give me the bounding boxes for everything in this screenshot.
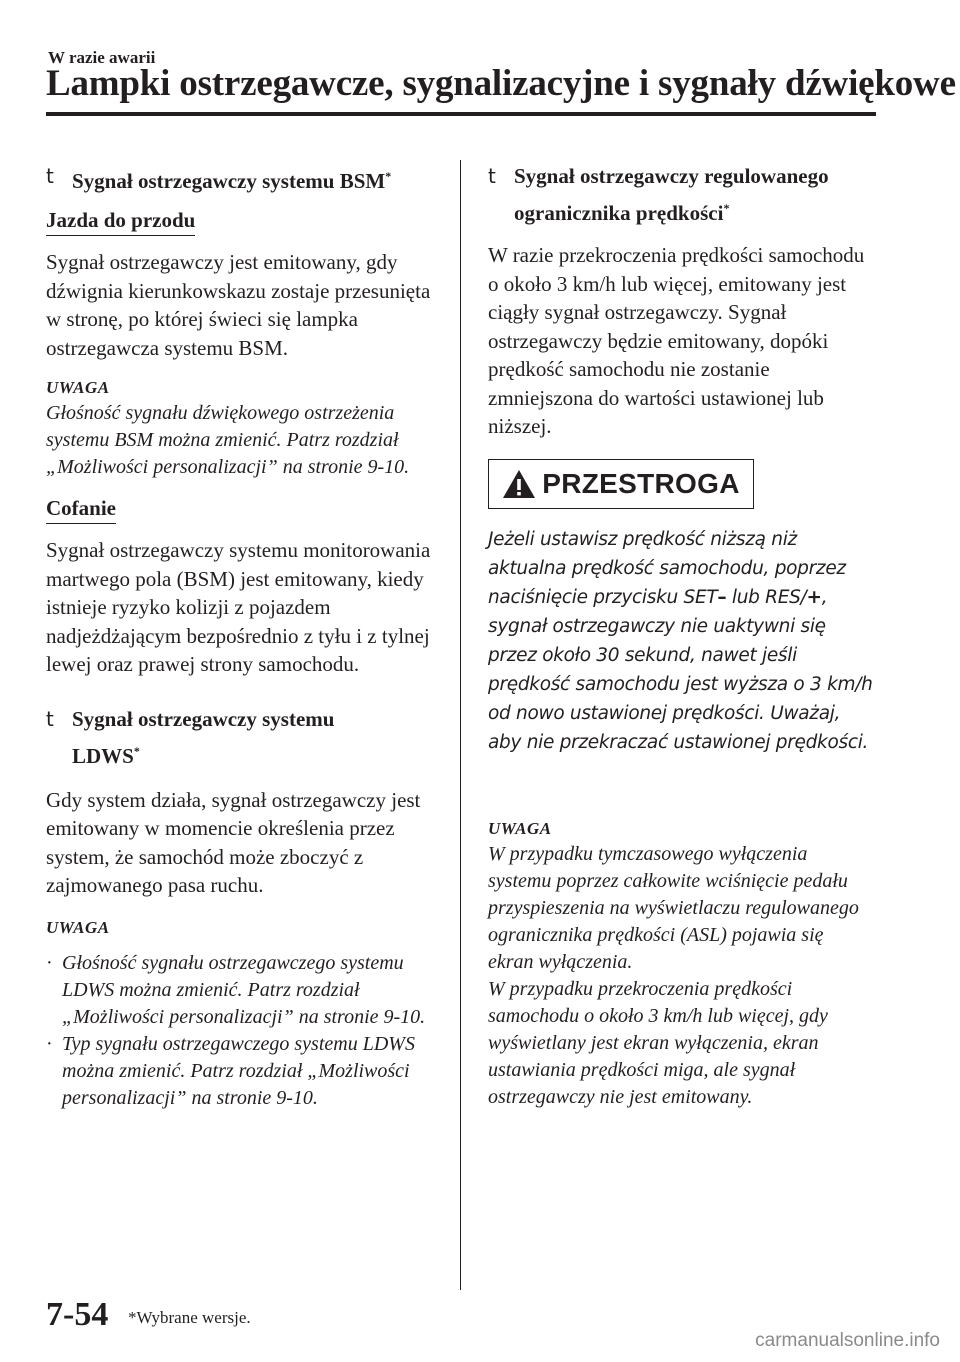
ldws-heading-line1: Sygnał ostrzegawczy systemu (72, 706, 335, 731)
asl-heading (488, 160, 888, 229)
bsm-heading (46, 160, 438, 197)
asl-note-1: W przypadku tymczasowego wyłączenia systemu poprzez całkowite wciśnięcie pedału przyspieszenia na wyświetlaczu regulowanego ogranicznika prędkości (ASL) pojawia się ekran wyłączenia. (488, 842, 859, 973)
list-item (46, 950, 438, 1031)
watermark: carmanualsonline.info (755, 1330, 940, 1351)
caution-title: PRZESTROGA (542, 467, 740, 499)
asl-text: W razie przekroczenia prędkości samochodu o około 3 km/h lub więcej, emitowany jest ciągły sygnał ostrzegawczy. Sygnał ostrzegawczy będzie emitowany, dopóki prędkość samochodu nie zostanie zmniejszona do wartości ustawionej lub niższej. (488, 243, 865, 438)
note-label: UWAGA (488, 818, 552, 838)
asterisk: * (385, 169, 392, 183)
asterisk: * (133, 743, 140, 758)
note-label: UWAGA (46, 378, 110, 397)
page-title: Lampki ostrzegawcze, sygnalizacyjne i sygnały dźwiękowe (46, 63, 956, 104)
title-rule (46, 112, 876, 116)
left-column (46, 160, 438, 1112)
bullet-icon: · (46, 1032, 53, 1055)
forward-subheading: Jazda do przodu (46, 207, 195, 236)
ldws-note-list (46, 950, 438, 1112)
section-marker-icon: t (46, 164, 54, 188)
list-item-text: Głośność sygnału ostrzegawczego systemu LDWS można zmienić. Patrz rozdział „Możliwości personalizacji” na stronie 9-10. (62, 951, 426, 1028)
caution-text-part: Jeżeli ustawisz prędkość niższą niż aktualna prędkość samochodu, poprzez naciśnięcie przycisku SET (488, 528, 846, 608)
warning-triangle-icon (502, 469, 536, 499)
caution-text (488, 525, 878, 757)
section-marker-icon: t (46, 706, 54, 731)
right-column (488, 160, 888, 1111)
bsm-heading-text: Sygnał ostrzegawczy systemu BSM (72, 169, 386, 193)
caution-text-part: , sygnał ostrzegawczy nie uaktywni się przez około 30 sekund, nawet jeśli prędkość samochodu jest wyższa o 3 km/h od nowo ustawionej prędkości. Uważaj, aby nie przekraczać ustawionej prędkości. (488, 586, 873, 753)
caution-box (488, 459, 754, 509)
note-label: UWAGA (46, 917, 110, 937)
section-marker-icon: t (488, 164, 496, 188)
caution-text-part: lub RES/ (726, 586, 807, 608)
minus-symbol: – (717, 586, 727, 608)
plus-symbol: + (806, 586, 822, 608)
reverse-subheading: Cofanie (46, 495, 116, 524)
asl-heading-line1: Sygnał ostrzegawczy regulowanego (514, 164, 829, 188)
page-number: 7-54 (46, 1296, 109, 1333)
list-item-text: Typ sygnału ostrzegawczego systemu LDWS można zmienić. Patrz rozdział „Możliwości personalizacji” na stronie 9-10. (62, 1032, 415, 1109)
ldws-text: Gdy system działa, sygnał ostrzegawczy jest emitowany w momencie określenia przez system, że samochód może zboczyć z zajmowanego pasa ruchu. (46, 787, 421, 897)
asl-heading-line2: ogranicznika prędkości (514, 201, 724, 225)
asterisk: * (723, 201, 730, 215)
bullet-icon: · (46, 951, 53, 974)
list-item (46, 1031, 438, 1112)
footnote: *Wybrane wersje. (128, 1308, 251, 1327)
reverse-text: Sygnał ostrzegawczy systemu monitorowania martwego pola (BSM) jest emitowany, kiedy istnieje ryzyko kolizji z pojazdem nadjeżdżającym bezpośrednio z tyłu i z tylnej lewej oraz prawej strony samochodu. (46, 538, 431, 676)
bsm-note: Głośność sygnału dźwiękowego ostrzeżenia systemu BSM można zmienić. Patrz rozdział „Możliwości personalizacji” na stronie 9-10. (46, 402, 410, 478)
forward-text: Sygnał ostrzegawczy jest emitowany, gdy dźwignia kierunkowskazu zostaje przesunięta w stronę, po której świeci się lampka ostrzegawcza systemu BSM. (46, 250, 431, 360)
section-label: W razie awarii (48, 48, 156, 67)
ldws-heading-line2: LDWS (72, 743, 134, 768)
column-divider (460, 160, 461, 1290)
ldws-heading (46, 703, 438, 772)
asl-note-2: W przypadku przekroczenia prędkości samochodu o około 3 km/h lub więcej, gdy wyświetlany jest ekran wyłączenia, ekran ustawiania prędkości miga, ale sygnał ostrzegawczy nie jest emitowany. (488, 977, 828, 1108)
